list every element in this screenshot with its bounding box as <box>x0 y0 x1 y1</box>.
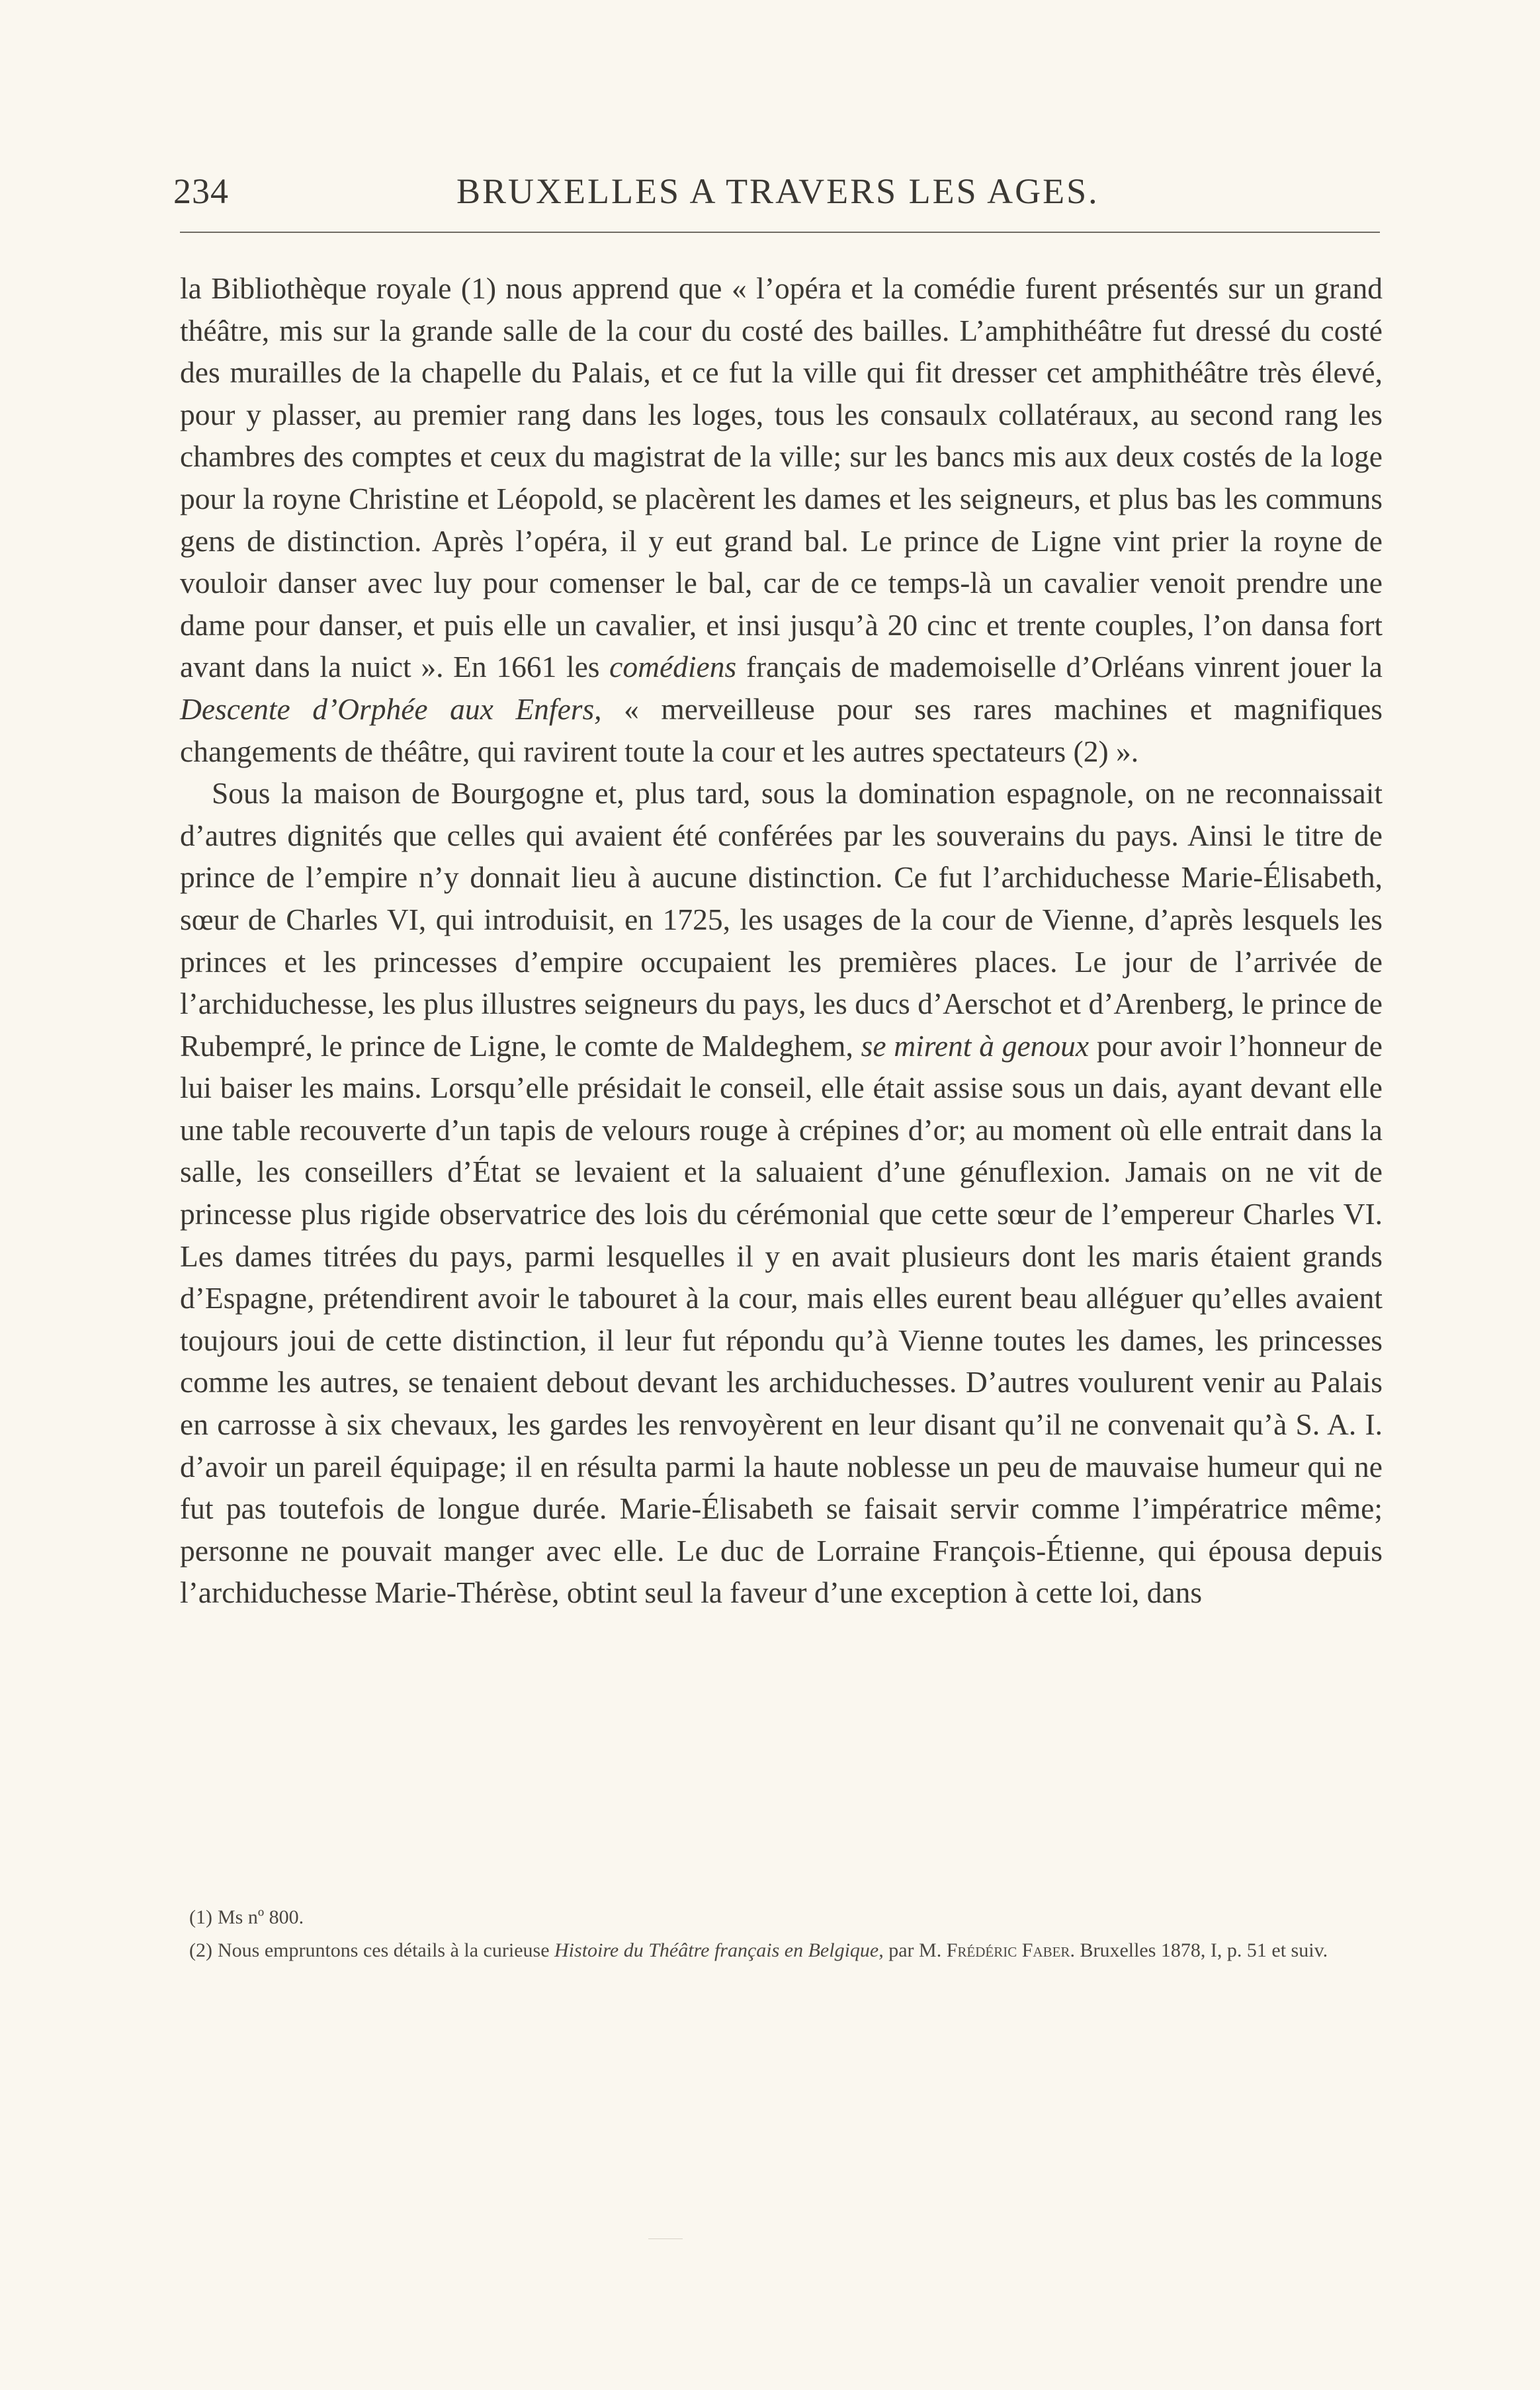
page-number: 234 <box>173 171 229 211</box>
footnote-2-italic-title: Histoire du Théâtre français en Belgique, <box>554 1939 884 1961</box>
footnote-1-marker: (1) <box>189 1906 212 1928</box>
paragraph-1-italic-comediens: comédiens <box>609 650 737 684</box>
footnote-2-author: Frédéric Faber <box>946 1939 1070 1961</box>
footnote-2-text-1: Nous empruntons ces détails à la curieuse <box>217 1939 555 1961</box>
paragraph-1-text-3: « merveilleuse pour ses rares machines et magnifiques changements de théâtre, qui ravirent toute la cour et les autres spectateurs (2) ». <box>180 691 1383 768</box>
paragraph-2-text-1: Sous la maison de Bourgogne et, plus tard, sous la domination espagnole, on ne reconnaissait d’autres dignités que celles qui avaient été conférées par les souverains du pays. Ainsi le titre de prince de l’empire n’y donnait lieu à aucune distinction. Ce fut l’archiduchesse Marie-Élisabeth, sœur de Charles VI, qui introduisit, en 1725, les usages de la cour de Vienne, d’après lesquels les princes et les princesses d’empire occupaient les premières places. Le jour de l’arrivée de l’archiduchesse, les plus illustres seigneurs du pays, les ducs d’Aerschot et d’Arenberg, le prince de Rubempré, le prince de Ligne, le comte de Maldeghem, <box>180 776 1383 1063</box>
footnote-1 <box>180 1904 1383 1931</box>
footnote-2-text-2: par M. <box>883 1939 947 1961</box>
header-rule <box>180 232 1380 233</box>
paragraph-1-text-2: français de mademoiselle d’Orléans vinrent jouer la <box>736 650 1383 684</box>
footnotes <box>180 1904 1383 1970</box>
paragraph-2 <box>180 772 1383 1614</box>
bottom-mark <box>648 2238 683 2239</box>
paragraph-1-italic-play-title: Descente d’Orphée aux Enfers, <box>180 691 602 726</box>
paragraph-2-text-2: pour avoir l’honneur de lui baiser les mains. Lorsqu’elle présidait le conseil, elle était assise sous un dais, ayant devant elle une table recouverte d’un tapis de velours rouge à crépines d’or; au moment où elle entrait dans la salle, les conseillers d’État se levaient et la saluaient d’une génuflexion. Jamais on ne vit de princesse plus rigide observatrice des lois du cérémonial que cette sœur de l’empereur Charles VI. Les dames titrées du pays, parmi lesquelles il y en avait plusieurs dont les maris étaient grands d’Espagne, prétendirent avoir le tabouret à la cour, mais elles eurent beau alléguer qu’elles avaient toujours joui de cette distinction, il leur fut répondu qu’à Vienne toutes les dames, les princesses comme les autres, se tenaient debout devant les archiduchesses. D’autres voulurent venir au Palais en carrosse à six chevaux, les gardes les renvoyèrent en leur disant qu’il ne convenait qu’à S. A. I. d’avoir un pareil équipage; il en résulta parmi la haute noblesse un peu de mauvaise humeur qui ne fut pas toutefois de longue durée. Marie-Élisabeth se faisait servir comme l’impératrice même; personne ne pouvait manger avec elle. Le duc de Lorraine François-Étienne, qui épousa depuis l’archiduchesse Marie-Thérèse, obtint seul la faveur d’une exception à cette loi, dans <box>180 1028 1383 1610</box>
running-title: BRUXELLES A TRAVERS LES AGES. <box>456 171 1099 211</box>
footnote-2-marker: (2) <box>189 1939 212 1961</box>
footnote-1-text: Ms nº 800. <box>217 1906 304 1928</box>
paragraph-2-italic-phrase: se mirent à genoux <box>861 1028 1090 1063</box>
paragraph-1-text-1: la Bibliothèque royale (1) nous apprend que « l’opéra et la comédie furent présentés sur un grand théâtre, mis sur la grande salle de la cour du costé des bailles. L’amphithéâtre fut dressé du costé des murailles de la chapelle du Palais, et ce fut la ville qui fit dresser cet amphithéâtre très élevé, pour y plasser, au premier rang dans les loges, tous les consaulx collatéraux, au second rang les chambres des comptes et ceux du magistrat de la ville; sur les bancs mis aux deux costés de la loge pour la royne Christine et Léopold, se placèrent les dames et les seigneurs, et plus bas les communs gens de distinction. Après l’opéra, il y eut grand bal. Le prince de Ligne vint prier la royne de vouloir danser avec luy pour comenser le bal, car de ce temps-là un cavalier venoit prendre une dame pour danser, et puis elle un cavalier, et insi jusqu’à 20 cinc et trente couples, l’on dansa fort avant dans la nuict ». En 1661 les <box>180 271 1383 684</box>
footnote-2-text-3: . Bruxelles 1878, I, p. 51 et suiv. <box>1070 1939 1328 1961</box>
body-text <box>180 267 1383 1614</box>
footnote-2 <box>180 1937 1383 1965</box>
paragraph-1 <box>180 267 1383 772</box>
